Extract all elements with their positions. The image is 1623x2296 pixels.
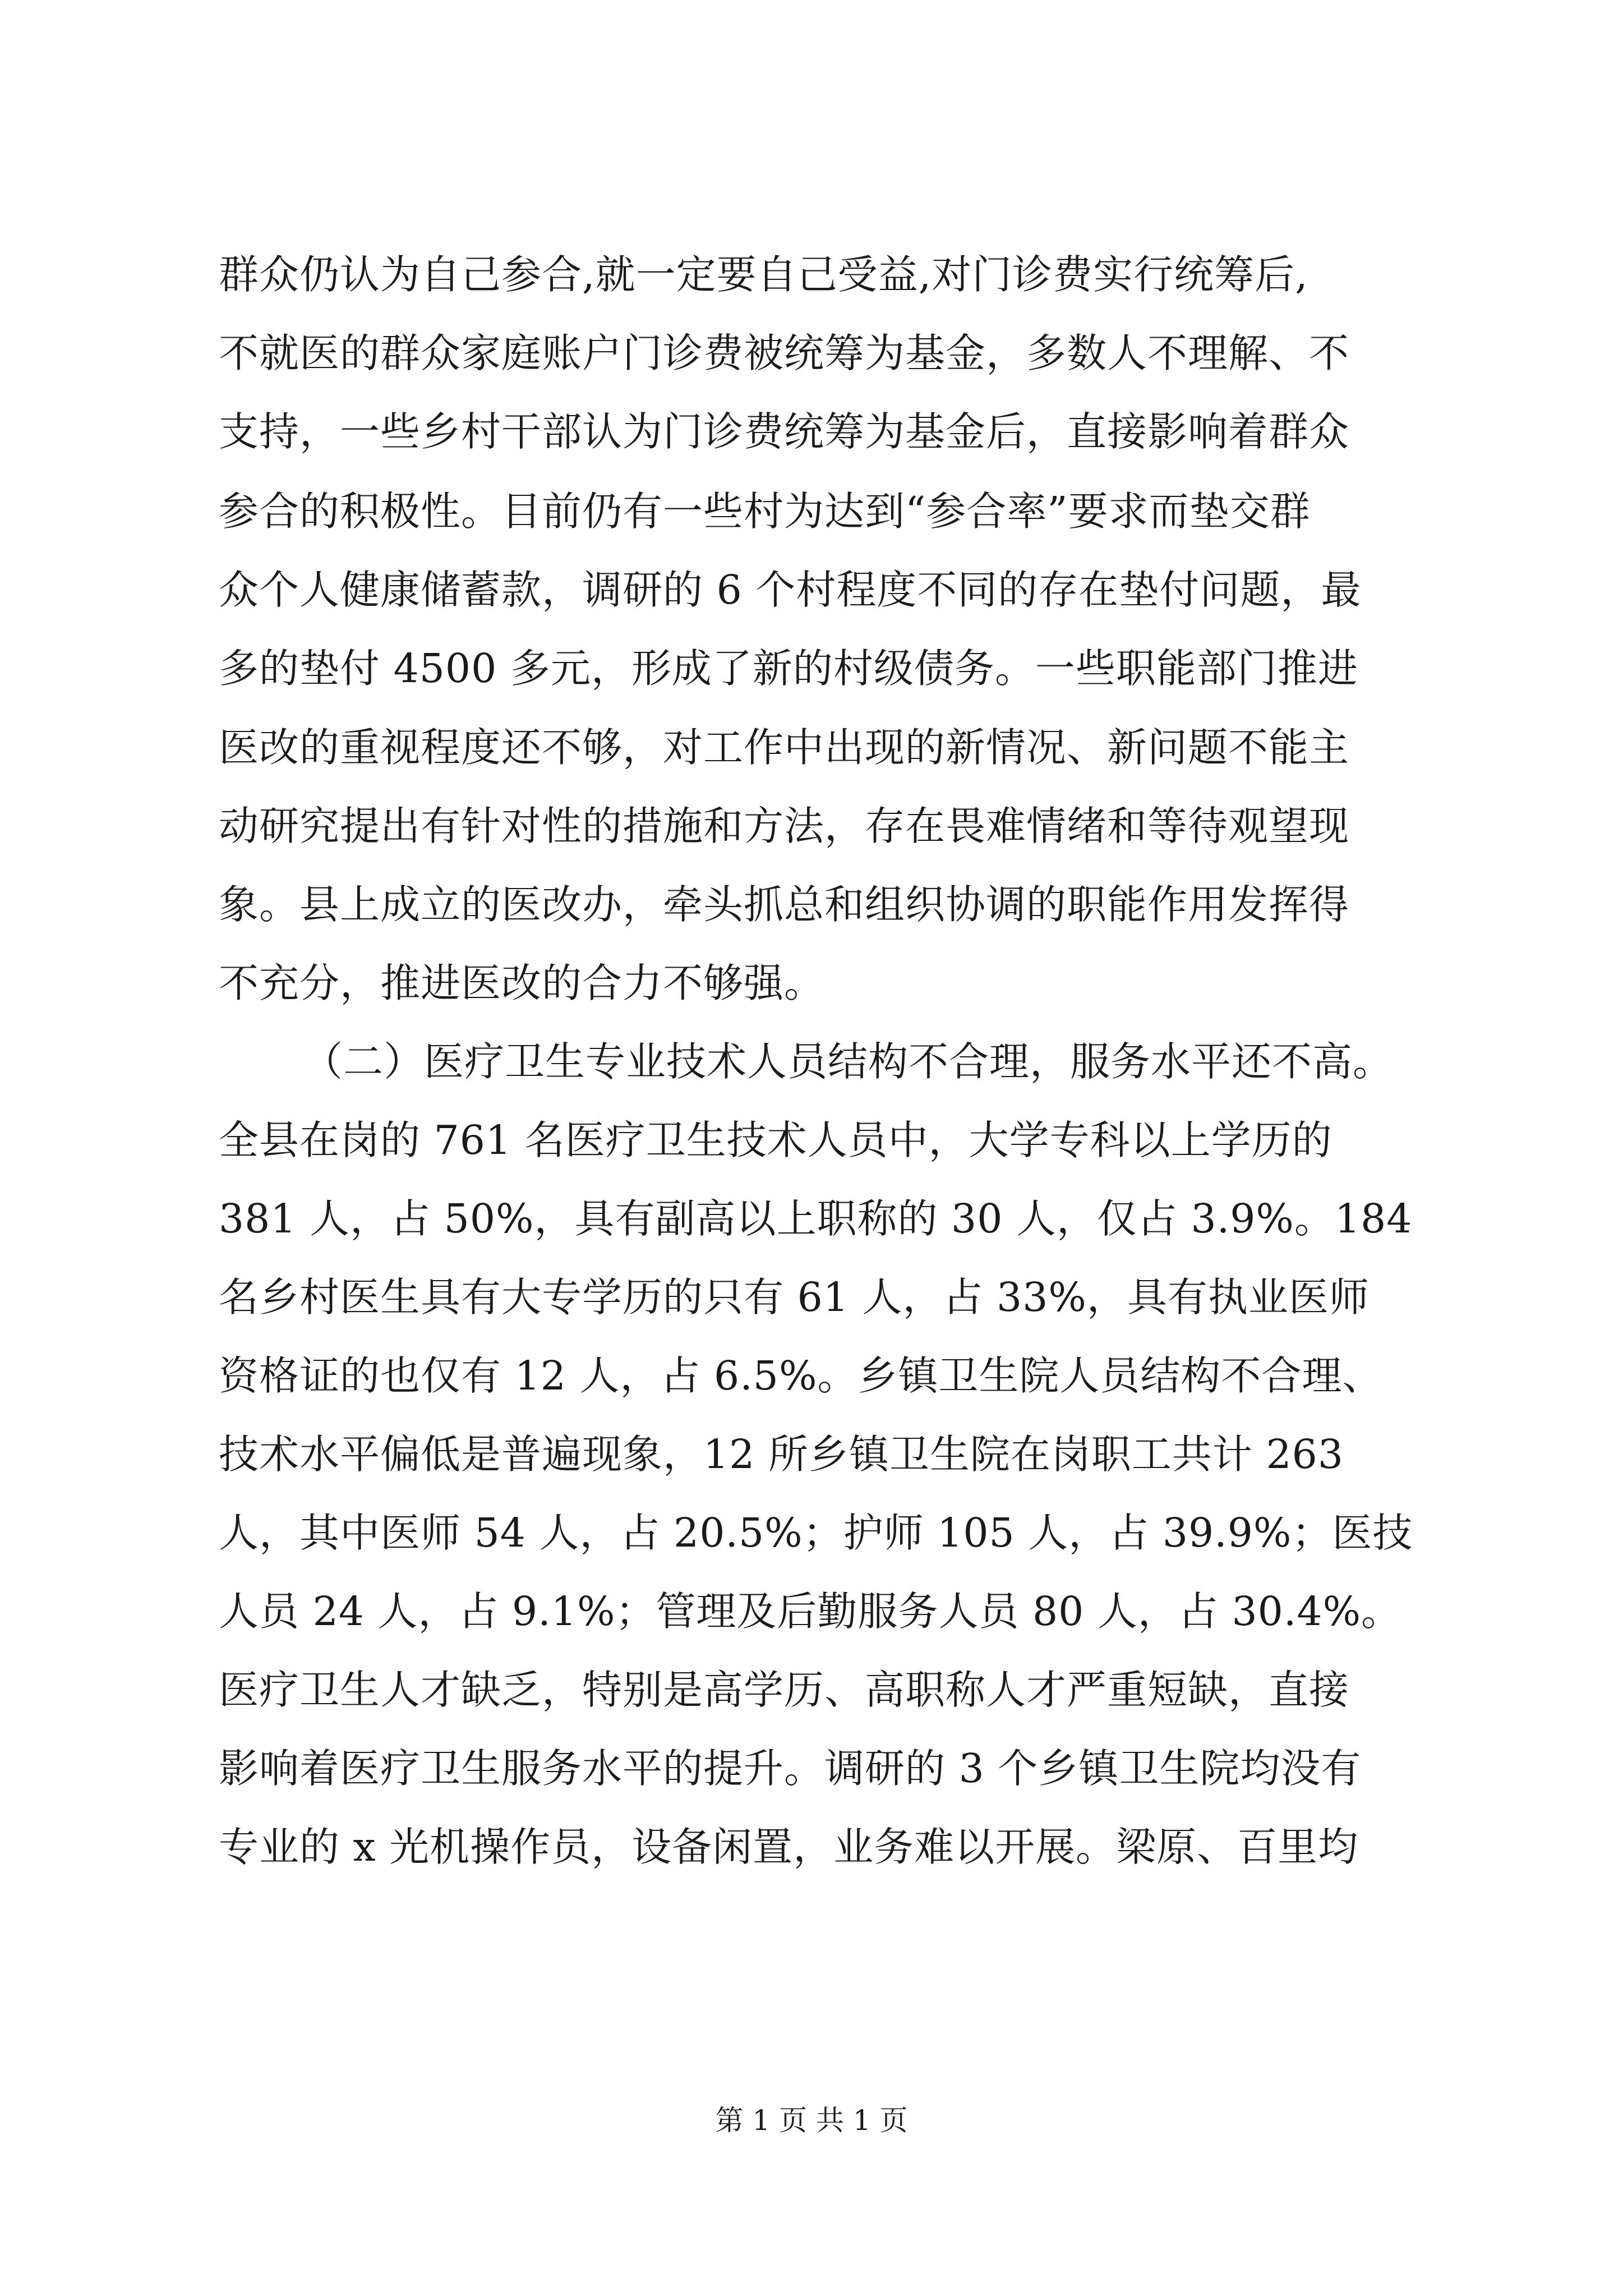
text-line: 人员 24 人，占 9.1%；管理及后勤服务人员 80 人，占 30.4%。: [219, 1588, 1402, 1635]
text-line: 技术水平偏低是普遍现象，12 所乡镇卫生院在岗职工共计 263: [219, 1431, 1344, 1478]
text-line: 资格证的也仅有 12 人，占 6.5%。乡镇卫生院人员结构不合理、: [219, 1352, 1383, 1399]
text-line: 参合的积极性。目前仍有一些村为达到“参合率”要求而垫交群: [219, 488, 1311, 535]
text-line: 不充分，推进医改的合力不够强。: [219, 960, 825, 1006]
text-line: 医改的重视程度还不够，对工作中出现的新情况、新问题不能主: [219, 724, 1350, 771]
text-line: 群众仍认为自己参合,就一定要自己受益,对门诊费实行统筹后,: [219, 251, 1308, 298]
text-line: 医疗卫生人才缺乏，特别是高学历、高职称人才严重短缺，直接: [219, 1667, 1350, 1713]
text-line: 人，其中医师 54 人，占 20.5%；护师 105 人，占 39.9%；医技: [219, 1510, 1413, 1556]
text-line: 众个人健康储蓄款，调研的 6 个村程度不同的存在垫付问题，最: [219, 567, 1362, 613]
text-line: 专业的 x 光机操作员，设备闲置，业务难以开展。梁原、百里均: [219, 1824, 1359, 1870]
text-line: 全县在岗的 761 名医疗卫生技术人员中，大学专科以上学历的: [219, 1117, 1332, 1163]
text-line: 多的垫付 4500 多元，形成了新的村级债务。一些职能部门推进: [219, 645, 1358, 692]
text-line: 名乡村医生具有大专学历的只有 61 人，占 33%，具有执业医师: [219, 1274, 1370, 1320]
text-line: 影响着医疗卫生服务水平的提升。调研的 3 个乡镇卫生院均没有: [219, 1745, 1362, 1792]
text-line: 象。县上成立的医改办，牵头抓总和组织协调的职能作用发挥得: [219, 881, 1350, 928]
text-line: 不就医的群众家庭账户门诊费被统筹为基金，多数人不理解、不: [219, 330, 1350, 376]
text-line: 381 人，占 50%，具有副高以上职称的 30 人，仅占 3.9%。184: [219, 1195, 1413, 1242]
section-heading: （二）医疗卫生专业技术人员结构不合理，服务水平还不高。: [303, 1038, 1394, 1085]
text-line: 动研究提出有针对性的措施和方法，存在畏难情绪和等待观望现: [219, 803, 1350, 849]
page-number-footer: 第 1 页 共 1 页: [715, 2104, 908, 2137]
text-line: 支持，一些乡村干部认为门诊费统筹为基金后，直接影响着群众: [219, 408, 1350, 455]
